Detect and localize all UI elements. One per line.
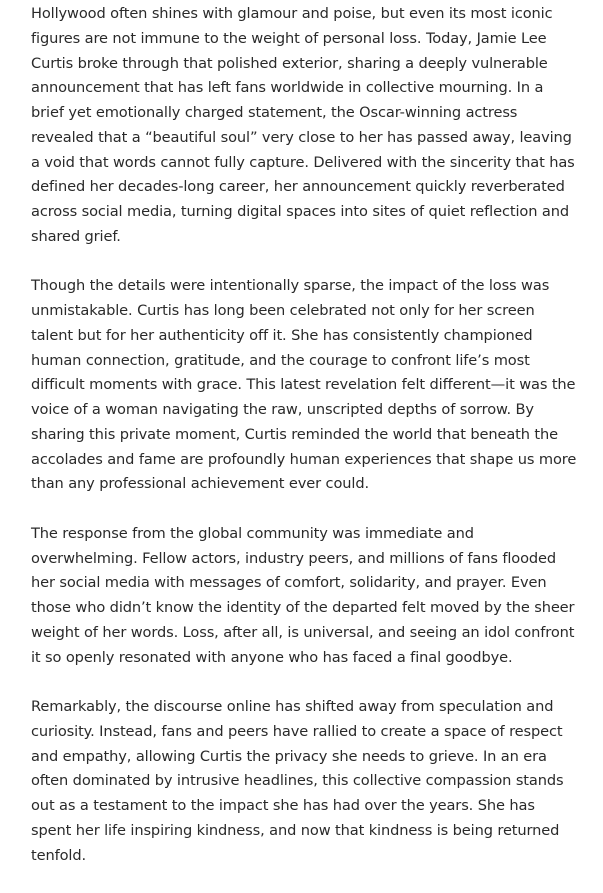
- article-paragraph-1: Hollywood often shines with glamour and poise, but even its most iconic figures are not immune to the weight of personal loss. Today, Jamie Lee Curtis broke through that polished exterior, sharing a deeply vulnerable announcement that has left fans worldwide in collective mourning. In a brief yet emotionally charged statement, the Oscar-winning actress revealed that a “beautiful soul” very close to her has passed away, leaving a void that words cannot fully capture. Delivered with the sincerity that has defined her decades-long career, her announcement quickly reverberated across social media, turning digital spaces into sites of quiet reflection and shared grief.: [31, 5, 575, 245]
- article-paragraph-2: Though the details were intentionally sparse, the impact of the loss was unmistakable. Curtis has long been celebrated not only for her screen talent but for her authenticity off it. She has consistently championed human connection, gratitude, and the courage to confront life’s most difficult moments with grace. This latest revelation felt different—it was the voice of a woman navigating the raw, unscripted depths of sorrow. By sharing this private moment, Curtis reminded the world that beneath the accolades and fame are profoundly human experiences that shape us more than any professional achievement ever could.: [31, 277, 577, 493]
- article-paragraph-4: Remarkably, the discourse online has shifted away from speculation and curiosity. Instead, fans and peers have rallied to create a space of respect and empathy, allowing Curtis the privacy she needs to grieve. In an era often dominated by intrusive headlines, this collective compassion stands out as a testament to the impact she has had over the years. She has spent her life inspiring kindness, and now that kindness is being returned tenfold.: [31, 698, 564, 864]
- article-paragraph-3: The response from the global community was immediate and overwhelming. Fellow actors, industry peers, and millions of fans flooded her social media with messages of comfort, solidarity, and prayer. Even those who didn’t know the identity of the departed felt moved by the sheer weight of her words. Loss, after all, is universal, and seeing an idol confront it so openly resonated with anyone who has faced a final goodbye.: [31, 524, 575, 666]
- article-body: [31, 0, 579, 893]
